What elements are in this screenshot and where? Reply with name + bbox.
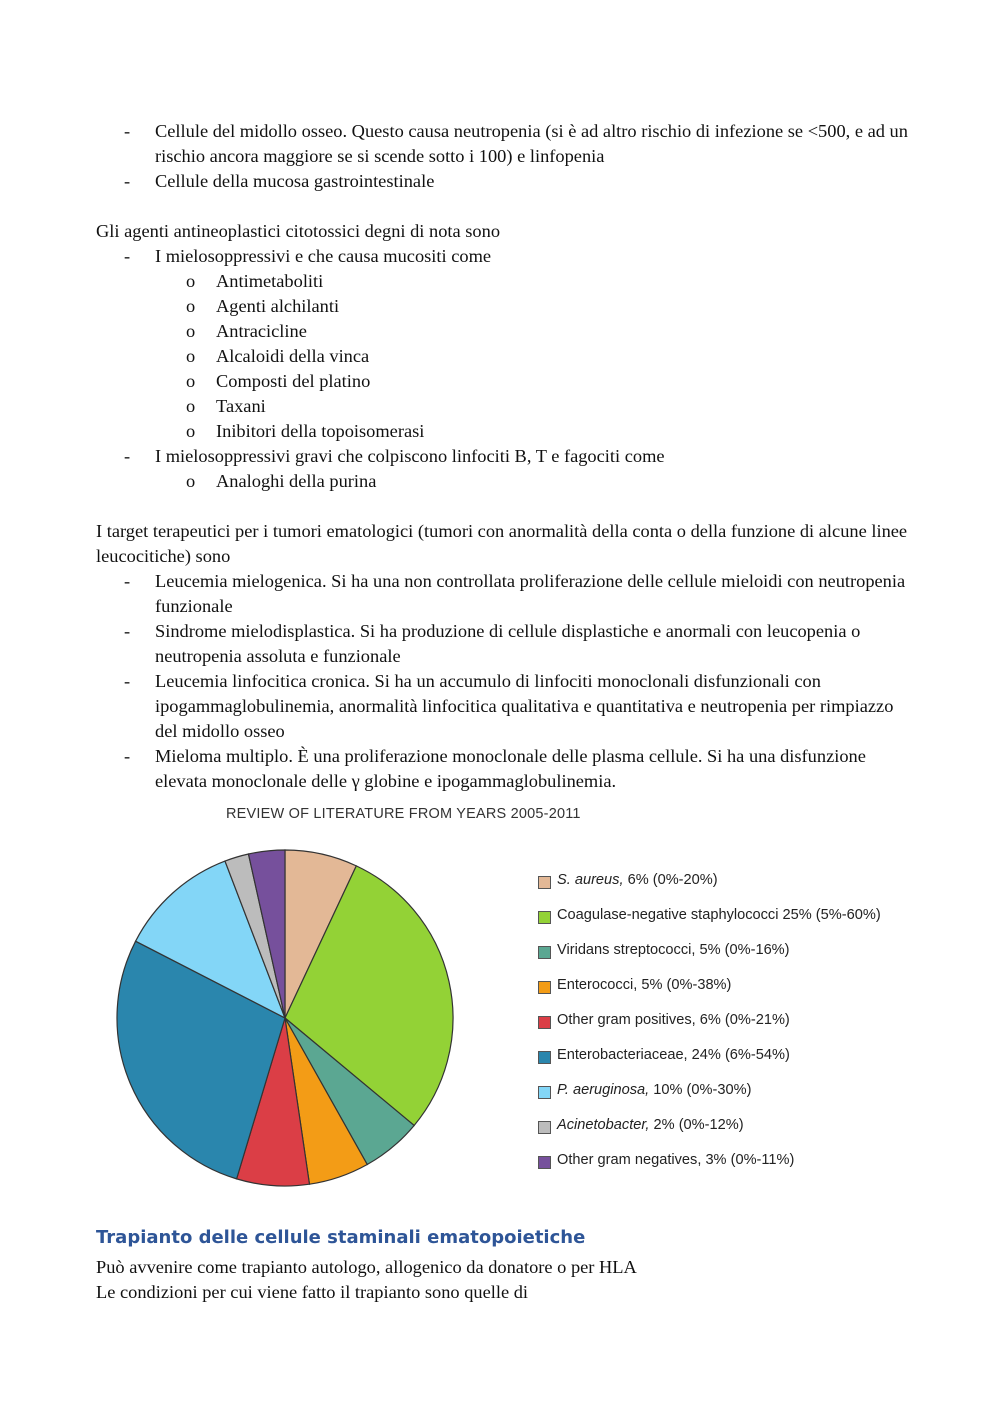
dash-marker: - (124, 246, 131, 266)
list-item-text: I mielosoppressivi gravi che colpiscono linfociti B, T e fagociti come (155, 446, 665, 466)
legend-series-name: Enterococci, (557, 977, 638, 993)
legend-series-detail: 2% (0%-12%) (649, 1117, 744, 1133)
circle-marker: o (186, 321, 196, 341)
legend-label (557, 907, 881, 923)
legend-label (557, 1012, 790, 1028)
dash-marker: - (124, 746, 131, 766)
legend-item (538, 1117, 881, 1152)
circle-marker: o (186, 371, 196, 391)
sublist-item-text: Antimetaboliti (216, 271, 324, 291)
legend-item (538, 977, 881, 1012)
dash-marker: - (124, 621, 131, 641)
legend-item (538, 1012, 881, 1047)
legend-series-detail: 6% (0%-20%) (623, 872, 718, 888)
sublist-item-text: Composti del platino (216, 371, 371, 391)
dash-marker: - (124, 446, 131, 466)
list-item-text: I mielosoppressivi e che causa mucositi come (155, 246, 492, 266)
targets-intro: I target terapeutici per i tumori ematologici (tumori con anormalità della conta o della funzione di alcune linee leucocitiche) sono (96, 521, 908, 566)
dash-marker: - (124, 571, 131, 591)
legend-series-detail: 24% (6%-54%) (687, 1047, 790, 1063)
legend-label (557, 872, 718, 888)
list-item-text: Sindrome mielodisplastica. Si ha produzione di cellule displastiche e anormali con leucopenia o neutropenia assoluta e funzionale (155, 621, 861, 666)
list-item-text: Cellule della mucosa gastrointestinale (155, 171, 435, 191)
legend-label (557, 977, 731, 993)
sublist-item-text: Analoghi della purina (216, 471, 377, 491)
sublist-item-text: Antracicline (216, 321, 307, 341)
circle-marker: o (186, 421, 196, 441)
agents-sublist-1 (96, 269, 916, 444)
circle-marker: o (186, 346, 196, 366)
sublist-item (96, 469, 916, 494)
list-item (96, 244, 916, 269)
legend-series-detail: 3% (0%-11%) (701, 1152, 795, 1168)
legend-swatch (538, 1016, 551, 1029)
list-item (96, 444, 916, 469)
legend-item (538, 1152, 881, 1187)
legend-series-name: Coagulase-negative staphylococci (557, 907, 779, 923)
legend-series-name: S. aureus, (557, 872, 624, 888)
section-heading: Trapianto delle cellule staminali ematopoietiche (96, 1227, 586, 1248)
list-item (96, 744, 916, 794)
legend-swatch (538, 876, 551, 889)
legend-item (538, 872, 881, 907)
list-item (96, 119, 916, 169)
sublist-item (96, 294, 916, 319)
legend-label (557, 1152, 794, 1168)
sublist-item (96, 419, 916, 444)
legend-item (538, 1082, 881, 1117)
legend-item (538, 907, 881, 942)
legend-series-name: Enterobacteriaceae, (557, 1047, 688, 1063)
sublist-item (96, 344, 916, 369)
list-item (96, 169, 916, 194)
sublist-item (96, 319, 916, 344)
sublist-item-text: Alcaloidi della vinca (216, 346, 370, 366)
targets-list (96, 569, 916, 794)
legend-label (557, 1117, 744, 1133)
pie-chart (110, 846, 460, 1196)
legend-item (538, 942, 881, 977)
legend-series-detail: 10% (0%-30%) (649, 1082, 752, 1098)
section-line: Può avvenire come trapianto autologo, allogenico da donatore o per HLA (96, 1257, 637, 1277)
legend-label (557, 1082, 751, 1098)
list-item-text: Cellule del midollo osseo. Questo causa neutropenia (si è ad altro rischio di infezione se <500, e ad un rischio ancora maggiore se si scende sotto i 100) e linfopenia (155, 121, 908, 166)
section-line: Le condizioni per cui viene fatto il trapianto sono quelle di (96, 1282, 529, 1302)
legend-series-name: Acinetobacter, (557, 1117, 650, 1133)
list-item-text: Mieloma multiplo. È una proliferazione monoclonale delle plasma cellule. Si ha una disfunzione elevata monoclonale delle γ globine e ipogammaglobulinemia. (155, 746, 866, 791)
legend-series-name: Viridans streptococci, (557, 942, 696, 958)
legend-series-name: P. aeruginosa, (557, 1082, 650, 1098)
circle-marker: o (186, 271, 196, 291)
legend-swatch (538, 1086, 551, 1099)
dash-marker: - (124, 121, 131, 141)
agents-sublist-2 (96, 469, 916, 494)
list-item (96, 669, 916, 744)
legend-series-detail: 6% (0%-21%) (695, 1012, 790, 1028)
legend-series-detail: 25% (5%-60%) (778, 907, 881, 923)
chart-legend (538, 872, 881, 1187)
sublist-item (96, 394, 916, 419)
legend-item (538, 1047, 881, 1082)
legend-swatch (538, 911, 551, 924)
legend-label (557, 1047, 790, 1063)
sublist-item (96, 369, 916, 394)
legend-swatch (538, 1051, 551, 1064)
circle-marker: o (186, 296, 196, 316)
list-item (96, 569, 916, 619)
legend-label (557, 942, 790, 958)
legend-swatch (538, 981, 551, 994)
dash-marker: - (124, 671, 131, 691)
legend-series-name: Other gram negatives, (557, 1152, 702, 1168)
legend-swatch (538, 946, 551, 959)
sublist-item-text: Taxani (216, 396, 266, 416)
legend-series-detail: 5% (0%-16%) (695, 942, 790, 958)
sublist-item (96, 269, 916, 294)
marrow-effects-list (96, 119, 916, 194)
chart-title: REVIEW OF LITERATURE FROM YEARS 2005-2011 (226, 806, 581, 822)
list-item-text: Leucemia linfocitica cronica. Si ha un accumulo di linfociti monoclonali disfunzionali con ipogammaglobulinemia, anormalità linfocitica qualitativa e quantitativa e neutropenia per rimpiazzo del midollo osseo (155, 671, 894, 741)
circle-marker: o (186, 471, 196, 491)
agents-list-2 (96, 444, 916, 469)
dash-marker: - (124, 171, 131, 191)
sublist-item-text: Inibitori della topoisomerasi (216, 421, 425, 441)
circle-marker: o (186, 396, 196, 416)
legend-swatch (538, 1121, 551, 1134)
legend-series-detail: 5% (0%-38%) (637, 977, 732, 993)
legend-series-name: Other gram positives, (557, 1012, 696, 1028)
legend-swatch (538, 1156, 551, 1169)
list-item-text: Leucemia mielogenica. Si ha una non controllata proliferazione delle cellule mieloidi con neutropenia funzionale (155, 571, 906, 616)
sublist-item-text: Agenti alchilanti (216, 296, 340, 316)
agents-intro: Gli agenti antineoplastici citotossici degni di nota sono (96, 221, 501, 241)
list-item (96, 619, 916, 669)
agents-list (96, 244, 916, 269)
